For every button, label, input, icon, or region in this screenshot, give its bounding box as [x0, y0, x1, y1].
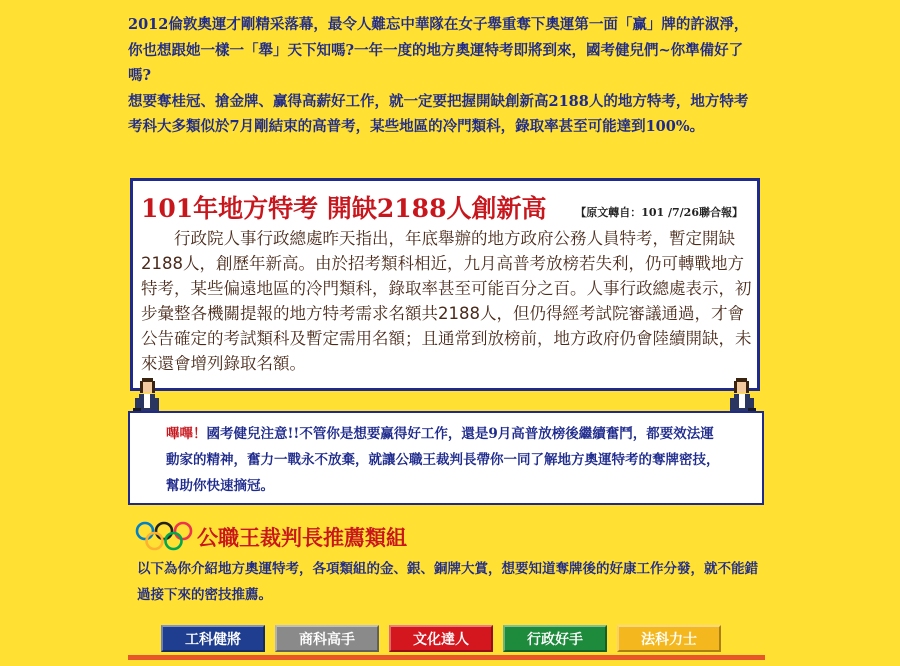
tab-underline	[128, 655, 765, 660]
news-box	[130, 178, 760, 391]
news-body: 行政院人事行政總處昨天指出，年底舉辦的地方政府公務人員特考，暫定開缺2188人，創歷年新高。由於招考類科相近，九月高普考放榜若失利，仍可轉戰地方特考，某些偏遠地區的冷門類科，錄取率甚至可能百分之百。人事行政總處表示，初步彙整各機關提報的地方特考需求名額共2188人，但仍得經考試院審議通過，才會公告確定的考試類科及暫定需用名額；且通常到放榜前，地方政府仍會陸續開缺，未來還會增列錄取名額。	[141, 229, 752, 373]
news-source: 【原文轉自：101 /7/26聯合報】	[575, 206, 743, 219]
olympic-rings-icon	[135, 520, 193, 554]
tab-administration[interactable]: 行政好手	[503, 625, 607, 652]
tab-law[interactable]: 法科力士	[617, 625, 721, 652]
tab-business[interactable]: 商科高手	[275, 625, 379, 652]
news-title: 101年地方特考 開缺2188人創新高	[141, 194, 547, 223]
tab-culture[interactable]: 文化達人	[389, 625, 493, 652]
notice-box	[128, 411, 764, 505]
section-description: 以下為你介紹地方奧運特考，各項類組的金、銀、銅牌大賞，想要知道奪牌後的好康工作分發，就不能錯過接下來的密技推薦。	[137, 561, 758, 603]
notice-alert: 嗶嗶！	[166, 426, 207, 442]
section-header	[135, 520, 407, 554]
tab-engineering[interactable]: 工科健將	[161, 625, 265, 652]
intro-paragraph-2: 想要奪桂冠、搶金牌、赢得高薪好工作，就一定要把握開缺創新高2188人的地方特考，地方特考考科大多類似於7月剛結束的高普考，某些地區的冷門類科，錄取率甚至可能達到100%。	[128, 92, 749, 135]
intro-paragraph-1: 2012倫敦奧運才剛精采落幕，最令人難忘中華隊在女子舉重奪下奧運第一面「赢」牌的許淑淨，你也想跟她一樣一「舉」天下知嗎?一年一度的地方奧運特考即將到來，國考健兒們~你準備好了嗎?	[128, 16, 749, 84]
notice-text	[166, 421, 721, 499]
section-title: 公職王裁判長推薦類組	[197, 525, 407, 550]
category-tabs	[161, 625, 721, 652]
notice-body: 國考健兒注意!!不管你是想要赢得好工作，還是9月高普放榜後繼續奮鬥，都要效法運動家的精神，奮力一戰永不放棄，就讓公職王裁判長帶你一同了解地方奧運特考的奪牌密技，幫助你快速摘冠。	[166, 426, 720, 494]
intro-text	[128, 12, 760, 140]
